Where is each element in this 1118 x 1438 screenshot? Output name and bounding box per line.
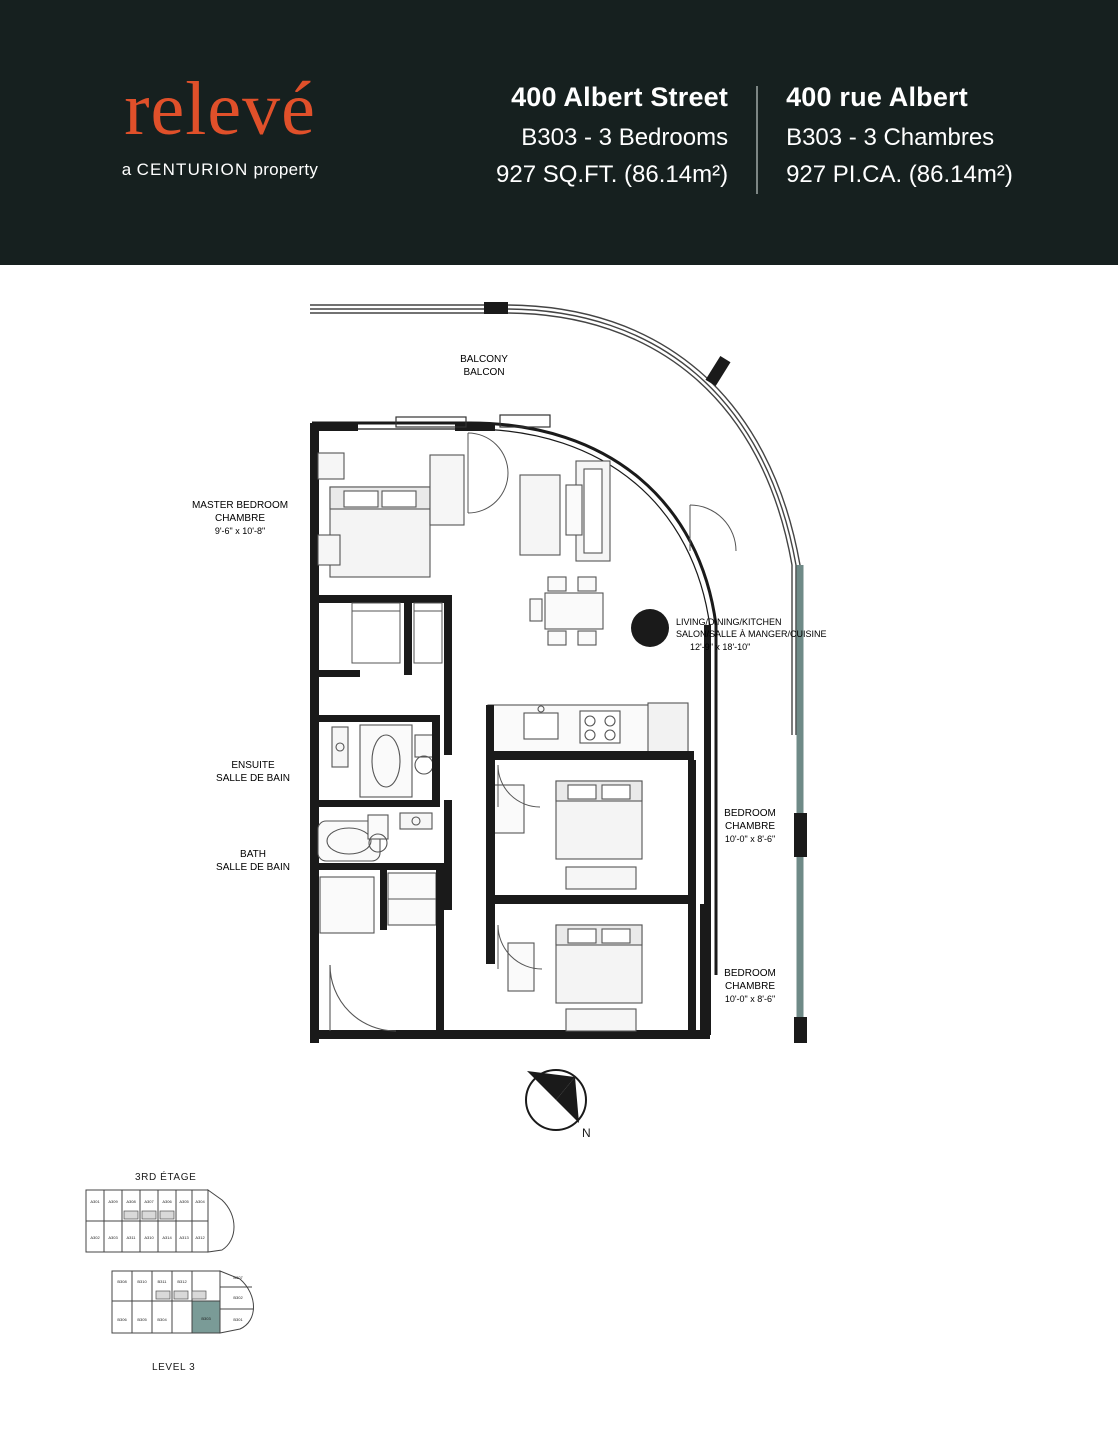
svg-text:A311: A311 xyxy=(126,1235,136,1240)
header-french-block xyxy=(758,82,1039,189)
bedroom3-label-dims: 10'-0" x 8'-6" xyxy=(724,994,776,1004)
bedroom2-label-dims: 10'-0" x 8'-6" xyxy=(724,834,776,844)
closet-shelves xyxy=(352,603,442,663)
svg-text:B312: B312 xyxy=(177,1279,187,1284)
svg-text:B308: B308 xyxy=(117,1279,127,1284)
floorplan-drawing xyxy=(0,265,1118,1438)
door-swing-master xyxy=(468,433,508,513)
svg-text:A304: A304 xyxy=(195,1199,205,1204)
svg-text:A310: A310 xyxy=(144,1235,154,1240)
label-bedroom3 xyxy=(724,968,776,1004)
header-area-en: 927 SQ.FT. (86.14m²) xyxy=(496,161,729,188)
svg-text:B302: B302 xyxy=(233,1295,243,1300)
balcony-label-fr: BALCON xyxy=(463,367,505,378)
floorplan-area xyxy=(0,265,1118,1438)
kitchen-counters xyxy=(488,703,688,755)
header-street-en: 400 Albert Street xyxy=(511,82,729,112)
keyplan-top-caption: 3RD ÉTAGE xyxy=(135,1172,197,1183)
svg-text:A313: A313 xyxy=(179,1235,189,1240)
living-label-dims: 12'-9" x 18'-10" xyxy=(690,642,751,652)
ensuite-fixtures xyxy=(332,725,433,797)
living-label-fr: SALON/SALLE À MANGER/CUISINE xyxy=(676,629,827,639)
svg-text:A301: A301 xyxy=(90,1199,100,1204)
living-furniture xyxy=(520,461,610,645)
compass-rose xyxy=(526,1070,591,1140)
door-swing-balcony xyxy=(690,505,736,551)
master-bedroom-furniture xyxy=(318,453,464,577)
header-unit-fr: B303 - 3 Chambres xyxy=(786,124,995,151)
page-header xyxy=(0,0,1118,265)
ensuite-label-en: ENSUITE xyxy=(231,760,275,771)
bedroom3-label-fr: CHAMBRE xyxy=(724,981,776,992)
svg-text:B306: B306 xyxy=(117,1317,127,1322)
column-marker xyxy=(631,609,669,647)
header-english-block xyxy=(470,82,756,189)
label-living xyxy=(676,617,827,652)
corridor-wall xyxy=(704,625,711,1035)
svg-text:A305: A305 xyxy=(179,1199,189,1204)
logo-tagline-a: a xyxy=(121,160,137,179)
svg-text:A306: A306 xyxy=(162,1199,172,1204)
ensuite-label-fr: SALLE DE BAIN xyxy=(216,773,290,784)
svg-text:A307: A307 xyxy=(144,1199,154,1204)
svg-text:B303: B303 xyxy=(201,1316,211,1321)
logo-tagline-centurion: CENTURION xyxy=(136,160,249,179)
balcony-posts xyxy=(484,302,731,386)
svg-text:A303: A303 xyxy=(108,1235,118,1240)
keyplan-upper-labels xyxy=(90,1199,205,1240)
svg-text:B304: B304 xyxy=(157,1317,167,1322)
svg-text:B311: B311 xyxy=(157,1279,167,1284)
label-master-bedroom xyxy=(192,500,288,536)
key-plan xyxy=(86,1170,254,1373)
logo-wordmark: relevé xyxy=(124,67,316,151)
bedroom3-furniture xyxy=(508,925,642,1031)
compass-north-letter: N xyxy=(582,1126,591,1140)
bedroom2-label-en: BEDROOM xyxy=(724,808,776,819)
svg-text:A314: A314 xyxy=(162,1235,172,1240)
master-label-fr: CHAMBRE xyxy=(214,513,266,524)
label-bath xyxy=(216,849,290,873)
bath-fixtures xyxy=(318,813,432,861)
svg-text:B310: B310 xyxy=(137,1279,147,1284)
header-unit-en: B303 - 3 Bedrooms xyxy=(521,124,729,151)
logo-tagline xyxy=(70,160,370,180)
header-street-fr: 400 rue Albert xyxy=(786,82,968,112)
master-label-dims: 9'-6" x 10'-8" xyxy=(214,526,266,536)
bedroom3-label-en: BEDROOM xyxy=(724,968,776,979)
header-titles xyxy=(470,82,1039,194)
living-label-en: LIVING/DINING/KITCHEN xyxy=(676,617,782,627)
svg-text:A312: A312 xyxy=(195,1235,205,1240)
keyplan-bottom-caption: LEVEL 3 xyxy=(152,1362,196,1373)
bath-label-en: BATH xyxy=(240,849,266,860)
label-balcony xyxy=(460,354,508,378)
svg-text:B305: B305 xyxy=(137,1317,147,1322)
svg-text:B301: B301 xyxy=(233,1317,243,1322)
label-bedroom2 xyxy=(724,808,776,844)
brand-logo xyxy=(70,67,370,180)
master-label-en: MASTER BEDROOM xyxy=(191,500,289,511)
bedroom2-label-fr: CHAMBRE xyxy=(724,821,776,832)
balcony-label-en: BALCONY xyxy=(460,354,508,365)
svg-text:A308: A308 xyxy=(126,1199,136,1204)
label-ensuite xyxy=(216,760,290,784)
svg-text:A302: A302 xyxy=(90,1235,100,1240)
logo-tagline-property: property xyxy=(248,160,319,179)
bath-label-fr: SALLE DE BAIN xyxy=(216,862,290,873)
svg-text:B307: B307 xyxy=(233,1275,243,1280)
svg-text:A309: A309 xyxy=(108,1199,118,1204)
header-area-fr: 927 PI.CA. (86.14m²) xyxy=(786,161,1013,188)
entry-laundry xyxy=(320,873,436,1031)
